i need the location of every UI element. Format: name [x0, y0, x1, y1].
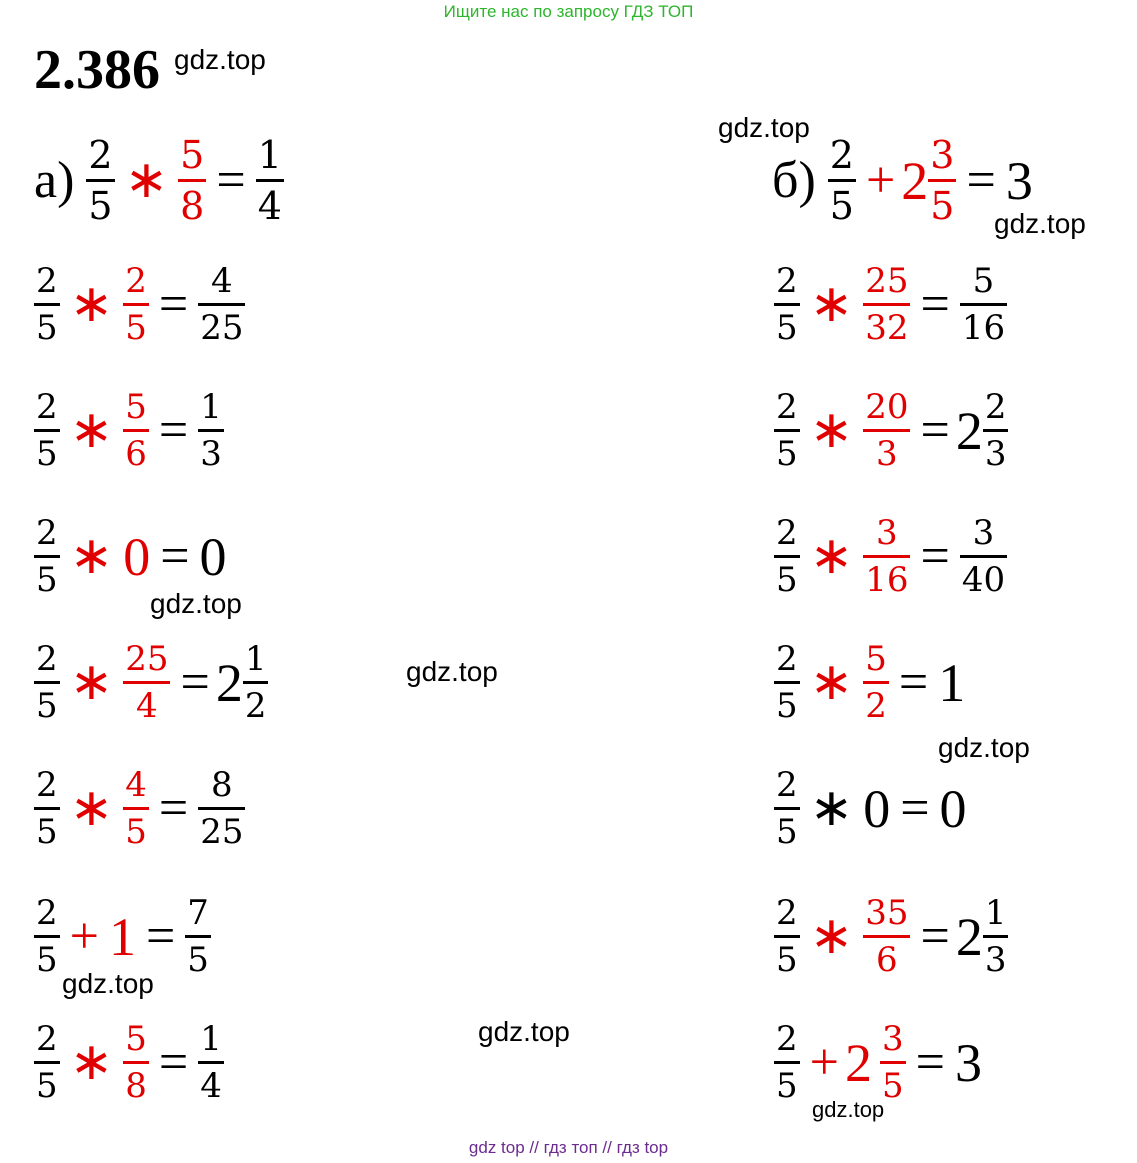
part-a-header-equation [34, 133, 288, 228]
watermark: gdz.top [174, 44, 266, 75]
star-operator: ∗ [69, 779, 114, 837]
part-b-row [770, 893, 1012, 980]
equals-sign: = [158, 401, 189, 459]
fraction: $\frac{2}{5}$ [88, 133, 113, 228]
result-fraction: $\frac{1}{4}$ [257, 133, 282, 228]
part-a-label: а) [34, 151, 75, 209]
answer-fraction: $\frac{20}{3}$ [865, 387, 909, 474]
equals-sign: = [180, 653, 210, 711]
result-number: 1 [938, 652, 966, 713]
answer-number: 1 [108, 906, 136, 967]
part-a-row [30, 765, 249, 852]
fraction: $\frac{2}{5}$ [776, 765, 798, 852]
part-b-label: б) [772, 151, 816, 209]
part-a-row [30, 893, 215, 980]
answer-fraction: $\frac{5}{8}$ [180, 133, 205, 228]
star-operator: ∗ [69, 275, 114, 333]
part-b-header-equation [772, 133, 1037, 228]
result-mixed-number: 2 $\frac{2}{3}$ [955, 387, 1007, 474]
answer-fraction: $\frac{5}{2}$ [865, 639, 887, 726]
plus-operator: + [865, 151, 896, 209]
equals-sign: = [898, 653, 929, 711]
fraction: $\frac{2}{5}$ [36, 893, 58, 980]
watermark: gdz.top [938, 732, 1030, 763]
fraction: $\frac{2}{5}$ [36, 387, 58, 474]
fraction: $\frac{2}{5}$ [36, 261, 58, 348]
fraction: $\frac{2}{5}$ [776, 513, 798, 600]
answer-fraction: $\frac{4}{5}$ [125, 765, 147, 852]
equals-sign: = [920, 527, 950, 585]
answer-number: 0 [123, 526, 151, 587]
equals-sign: = [216, 151, 246, 209]
star-operator: ∗ [809, 653, 854, 711]
star-operator: ∗ [809, 907, 854, 965]
equals-sign: = [920, 907, 950, 965]
fraction: $\frac{2}{5}$ [776, 261, 798, 348]
result-fraction: $\frac{8}{25}$ [200, 765, 244, 852]
search-banner: Ищите нас по запросу ГДЗ ТОП [443, 2, 694, 21]
equals-sign: = [158, 275, 189, 333]
result-fraction: $\frac{4}{25}$ [200, 261, 244, 348]
fraction: $\frac{2}{5}$ [776, 1019, 798, 1106]
fraction: $\frac{2}{5}$ [36, 1019, 58, 1106]
equals-sign: = [915, 1033, 945, 1091]
plus-operator: + [809, 1033, 839, 1091]
result-fraction: $\frac{7}{5}$ [187, 893, 209, 980]
result-fraction: $\frac{3}{40}$ [961, 513, 1006, 600]
answer-fraction: $\frac{5}{8}$ [125, 1019, 147, 1106]
result-fraction: $\frac{5}{16}$ [961, 261, 1006, 348]
part-b-row [770, 765, 971, 852]
watermark: gdz.top [150, 588, 242, 619]
equals-sign: = [160, 527, 190, 585]
part-b-row [770, 513, 1011, 600]
equals-sign: = [920, 275, 950, 333]
answer-fraction: $\frac{2}{5}$ [125, 261, 147, 348]
equals-sign: = [900, 779, 930, 837]
equals-sign: = [920, 401, 950, 459]
star-operator: ∗ [809, 275, 854, 333]
result-mixed-number: 2 $\frac{1}{3}$ [955, 893, 1007, 980]
answer-fraction: $\frac{3}{16}$ [865, 513, 909, 600]
fraction: $\frac{2}{5}$ [36, 513, 58, 600]
answer-fraction: $\frac{5}{6}$ [125, 387, 147, 474]
problem-number: 2.386 [34, 39, 160, 101]
answer-fraction: $\frac{25}{4}$ [125, 639, 169, 726]
part-a-row [30, 261, 249, 348]
result-fraction: $\frac{1}{3}$ [200, 387, 222, 474]
equals-sign: = [158, 779, 189, 837]
watermark: gdz.top [718, 112, 810, 143]
star-operator: ∗ [69, 401, 114, 459]
result-number: 0 [199, 526, 227, 587]
fraction: $\frac{2}{5}$ [36, 639, 58, 726]
answer-mixed-number: 2 $\frac{3}{5}$ [844, 1019, 904, 1106]
watermark: gdz.top [62, 968, 154, 999]
part-b-row [770, 261, 1011, 348]
fraction: $\frac{2}{5}$ [776, 387, 798, 474]
plus-operator: + [69, 907, 99, 965]
watermark: gdz.top [994, 208, 1086, 239]
fraction: $\frac{2}{5}$ [776, 893, 798, 980]
part-a-row [30, 387, 228, 474]
answer-fraction: $\frac{25}{32}$ [865, 261, 909, 348]
star-operator: ∗ [124, 151, 169, 209]
star-operator: ∗ [69, 653, 114, 711]
fraction: $\frac{2}{5}$ [776, 639, 798, 726]
part-b-row [770, 1019, 986, 1106]
equals-sign: = [145, 907, 176, 965]
result-number: 3 [1005, 150, 1033, 211]
part-b-row [770, 387, 1012, 474]
result-fraction: $\frac{1}{4}$ [200, 1019, 222, 1106]
result-number: 3 [954, 1032, 982, 1093]
star-operator: ∗ [809, 401, 854, 459]
equals-sign: = [158, 1033, 189, 1091]
fraction: $\frac{2}{5}$ [36, 765, 58, 852]
answer-mixed-number: 2 $\frac{3}{5}$ [901, 133, 955, 228]
part-a-row [30, 1019, 228, 1106]
footer-watermark: gdz top // гдз топ // гдз top [468, 1138, 669, 1157]
fraction: $\frac{2}{5}$ [829, 133, 854, 228]
star-operator: ∗ [809, 527, 854, 585]
watermark: gdz.top [478, 1016, 570, 1047]
part-a-row [30, 513, 231, 600]
star-operator: ∗ [69, 527, 114, 585]
result-mixed-number: 2 $\frac{1}{2}$ [215, 639, 267, 726]
star-operator: ∗ [809, 779, 854, 837]
answer-fraction: $\frac{35}{6}$ [865, 893, 909, 980]
star-operator: ∗ [69, 1033, 114, 1091]
result-number: 0 [939, 778, 967, 839]
watermark: gdz.top [406, 656, 498, 687]
answer-number: 0 [863, 778, 891, 839]
part-b-row [770, 639, 969, 726]
equals-sign: = [966, 151, 996, 209]
watermark: gdz.top [812, 1097, 885, 1122]
part-a-row [30, 639, 272, 726]
